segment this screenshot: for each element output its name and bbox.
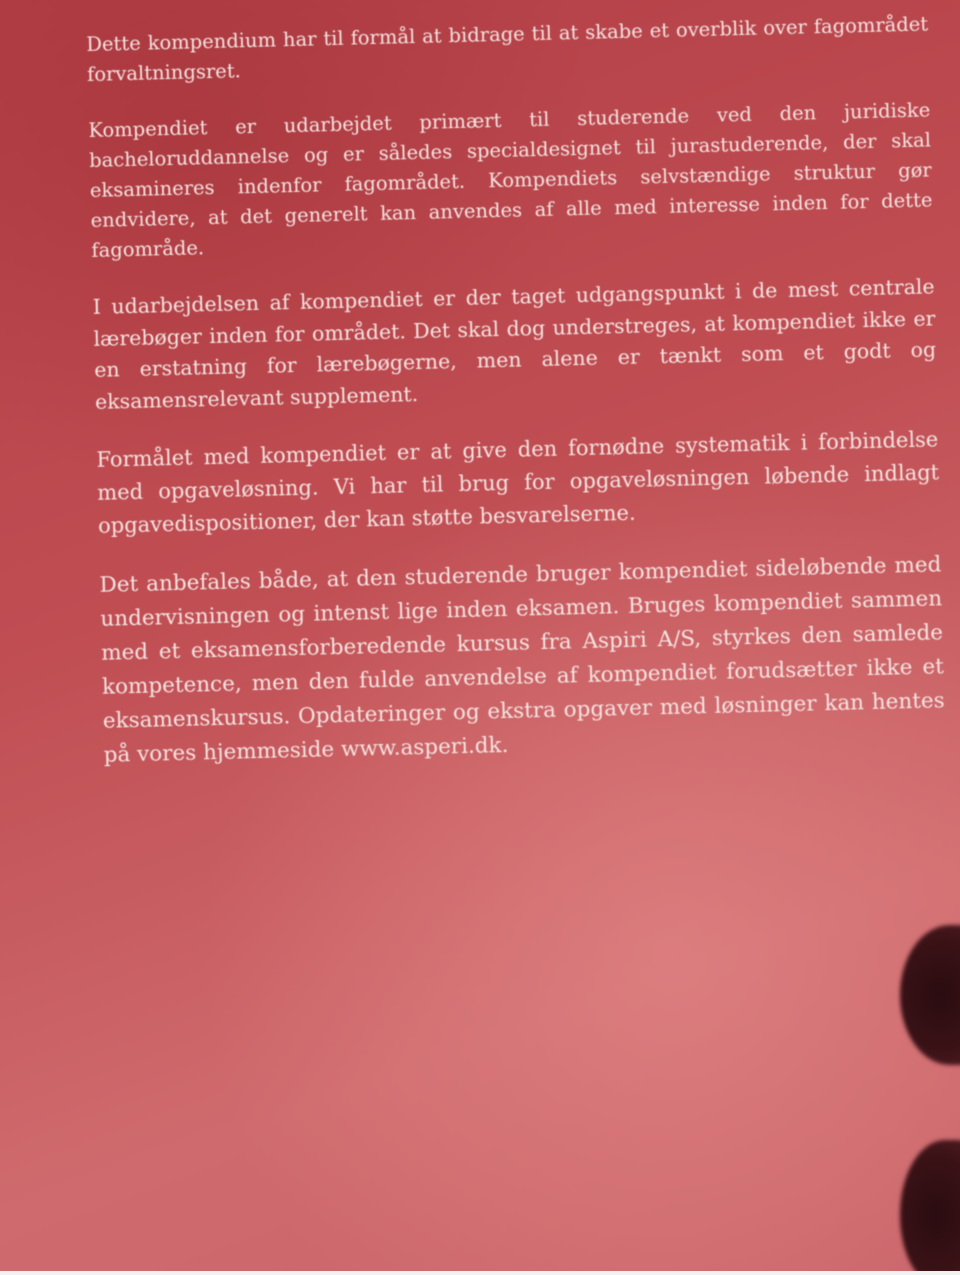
paragraph-purpose: Formålet med kompendiet er at give den fornødne systematik i forbindelse med opgaveløsning. Vi har til brug for opgaveløsningen løbende indlagt opgavedispositioner, der kan støtte besvarelserne. bbox=[96, 427, 940, 538]
cover-text-block bbox=[86, 9, 947, 798]
paragraph-sources: I udarbejdelsen af kompendiet er der taget udgangspunkt i de mest centrale lærebøger inden for området. Det skal dog understreges, at kompendiet ikke er en erstatning for lærebøgerne, men alene er tænkt som et godt og eksamensrelevant supplement. bbox=[92, 274, 937, 414]
paragraph-intro: Dette kompendium har til formål at bidrage til at skabe et overblik over fagområdet forvaltningsret. bbox=[86, 12, 929, 86]
thumb-shadow-lower bbox=[900, 1140, 960, 1275]
paragraph-recommendation: Det anbefales både, at den studerende bruger kompendiet sideløbende med undervisningen og intenst lige inden eksamen. Bruges kompendiet sammen med et eksamensforberedende kursus fra Aspiri A/S, styrkes den samlede kompetence, men den fulde anvendelse af kompendiet forudsætter ikke et eksamenskursus. Opdateringer og ekstra opgaver med løsninger kan hentes på vores hjemmeside www.asperi.dk. bbox=[99, 552, 945, 768]
paragraph-target-audience: Kompendiet er udarbejdet primært til studerende ved den juridiske bacheloruddannelse og er således specialdesignet til jurastuderende, der skal eksamineres indenfor fagområdet. Kompendiets selvstændige struktur gør endvidere, at det generelt kan anvendes af alle med interesse inden for dette fagområde. bbox=[88, 98, 933, 262]
page-edge bbox=[0, 1271, 960, 1275]
thumb-shadow-upper bbox=[900, 925, 960, 1065]
